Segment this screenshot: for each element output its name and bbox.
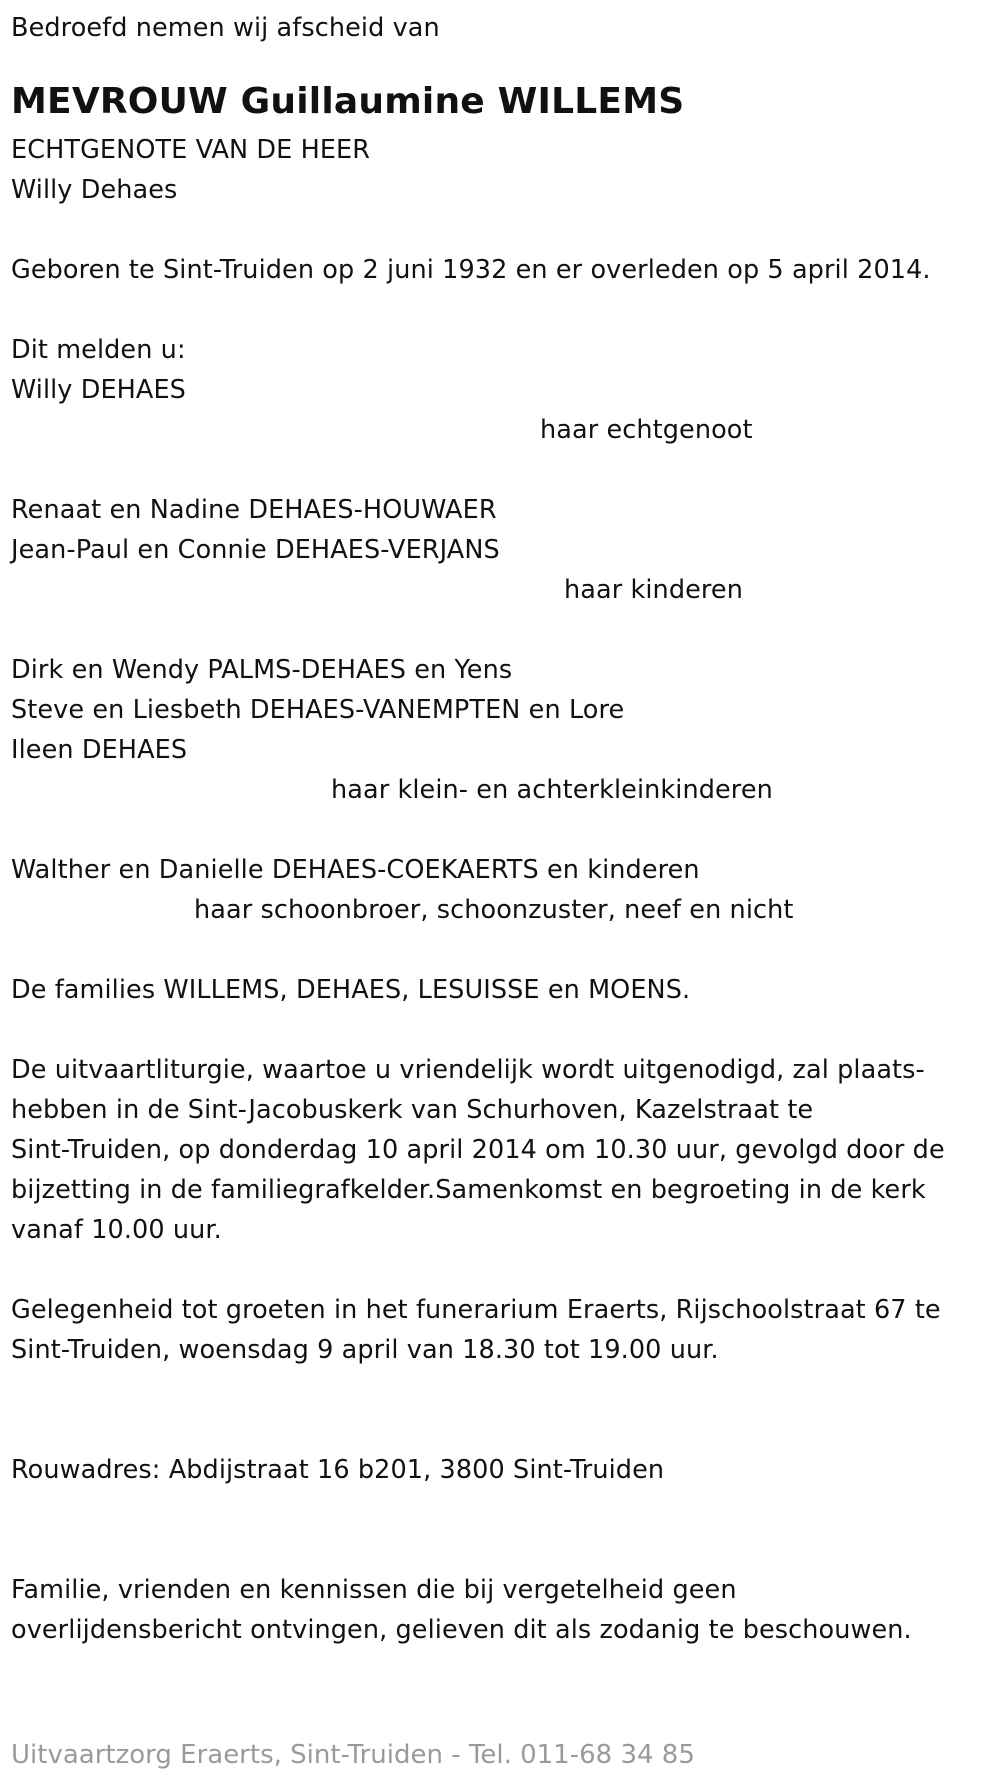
in-laws-role: haar schoonbroer, schoonzuster, neef en nicht bbox=[194, 895, 794, 925]
spouse-label: ECHTGENOTE VAN DE HEER bbox=[11, 135, 371, 165]
spouse-group bbox=[11, 370, 991, 450]
notice-line: overlijdensbericht ontvingen, gelieven dit als zodanig te beschouwen. bbox=[11, 1615, 912, 1645]
visitation-line: Sint-Truiden, woensdag 9 april van 18.30 tot 19.00 uur. bbox=[11, 1335, 719, 1365]
in-law-name-line: Walther en Danielle DEHAES-COEKAERTS en kinderen bbox=[11, 855, 700, 885]
intro-text: Bedroefd nemen wij afscheid van bbox=[11, 13, 440, 43]
birth-death-text: Geboren te Sint-Truiden op 2 juni 1932 en er overleden op 5 april 2014. bbox=[11, 255, 931, 285]
children-role: haar kinderen bbox=[564, 575, 743, 605]
notice-paragraph bbox=[11, 1570, 991, 1650]
grandchild-name-line: Dirk en Wendy PALMS-DEHAES en Yens bbox=[11, 655, 513, 685]
funeral-home-footer: Uitvaartzorg Eraerts, Sint-Truiden - Tel. 011-68 34 85 bbox=[11, 1740, 695, 1770]
liturgy-line: bijzetting in de familiegrafkelder.Samenkomst en begroeting in de kerk bbox=[11, 1175, 926, 1205]
spouse-role: haar echtgenoot bbox=[540, 415, 753, 445]
visitation-line: Gelegenheid tot groeten in het funerarium Eraerts, Rijschoolstraat 67 te bbox=[11, 1295, 941, 1325]
spouse-name: Willy Dehaes bbox=[11, 175, 178, 205]
mourning-address: Rouwadres: Abdijstraat 16 b201, 3800 Sint-Truiden bbox=[11, 1455, 665, 1485]
liturgy-line: hebben in de Sint-Jacobuskerk van Schurhoven, Kazelstraat te bbox=[11, 1095, 814, 1125]
liturgy-line: Sint-Truiden, op donderdag 10 april 2014 om 10.30 uur, gevolgd door de bbox=[11, 1135, 945, 1165]
grandchild-name-line: Steve en Liesbeth DEHAES-VANEMPTEN en Lore bbox=[11, 695, 625, 725]
child-name-line: Renaat en Nadine DEHAES-HOUWAER bbox=[11, 495, 497, 525]
liturgy-line: De uitvaartliturgie, waartoe u vriendelijk wordt uitgenodigd, zal plaats- bbox=[11, 1055, 925, 1085]
spouse-name-line: Willy DEHAES bbox=[11, 375, 186, 405]
grandchild-name-line: Ileen DEHAES bbox=[11, 735, 188, 765]
liturgy-line: vanaf 10.00 uur. bbox=[11, 1215, 222, 1245]
notice-line: Familie, vrienden en kennissen die bij vergetelheid geen bbox=[11, 1575, 737, 1605]
visitation-paragraph bbox=[11, 1290, 991, 1370]
grandchildren-role: haar klein- en achterkleinkinderen bbox=[331, 775, 773, 805]
obituary-notice bbox=[11, 8, 991, 1650]
families-text: De families WILLEMS, DEHAES, LESUISSE en MOENS. bbox=[11, 975, 691, 1005]
deceased-name: MEVROUW Guillaumine WILLEMS bbox=[11, 81, 685, 122]
child-name-line: Jean-Paul en Connie DEHAES-VERJANS bbox=[11, 535, 500, 565]
liturgy-paragraph bbox=[11, 1050, 991, 1250]
children-group bbox=[11, 490, 991, 610]
grandchildren-group bbox=[11, 650, 991, 810]
announcers-intro: Dit melden u: bbox=[11, 335, 186, 365]
in-laws-group bbox=[11, 850, 991, 930]
